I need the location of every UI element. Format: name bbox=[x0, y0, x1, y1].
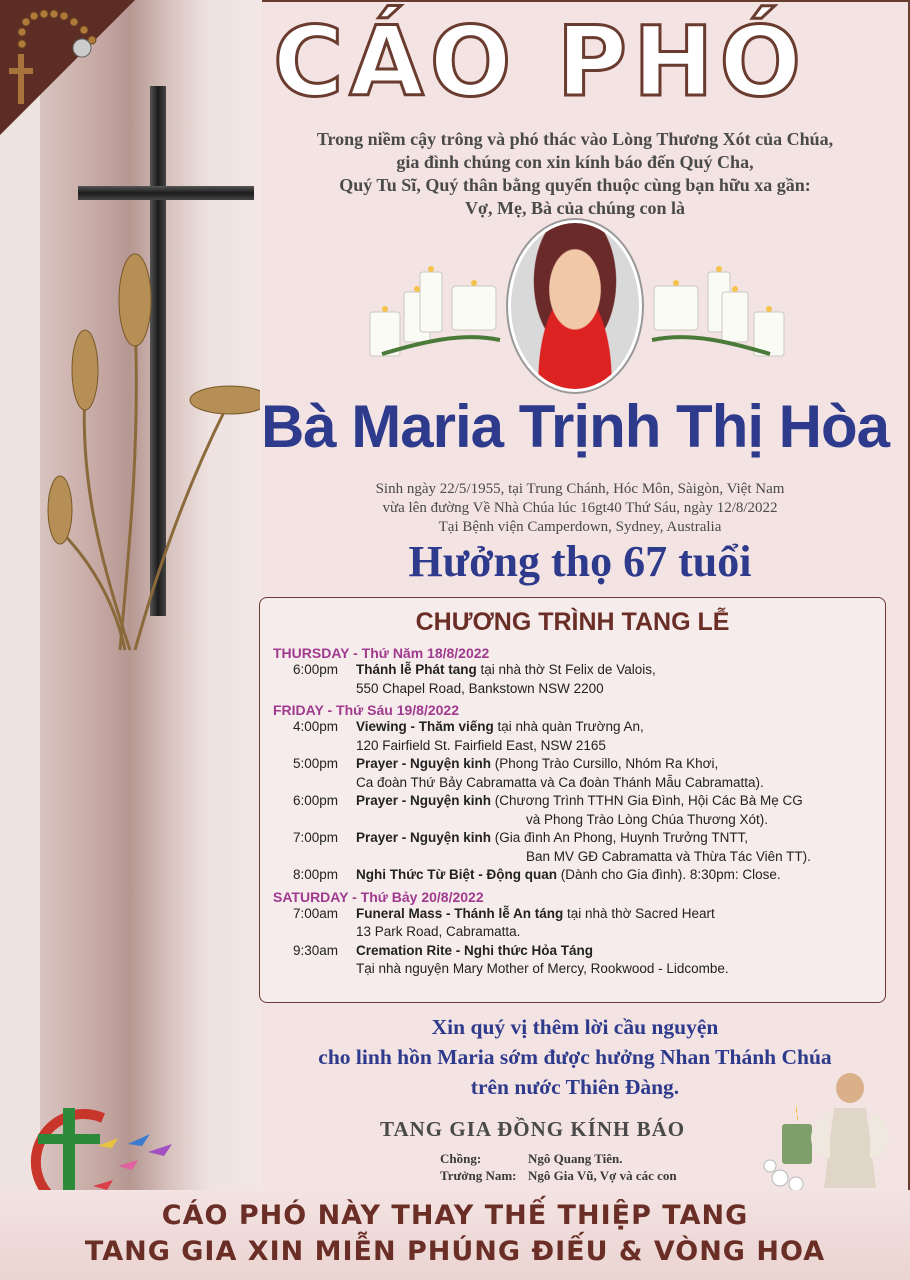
family-role: Trưởng Nam: bbox=[440, 1168, 517, 1183]
intro-line: Trong niềm cậy trông và phó thác vào Lòng Thương Xót của Chúa, bbox=[316, 129, 834, 149]
event-detail: (Phong Trào Cursillo, Nhóm Ra Khơi, bbox=[491, 756, 719, 771]
event-title: Prayer - Nguyện kinh bbox=[356, 756, 492, 771]
portrait-photo bbox=[508, 220, 642, 392]
event-title: Viewing - Thăm viếng bbox=[356, 719, 494, 734]
event-time: 6:00pm bbox=[292, 793, 338, 808]
event-detail: tại nhà quàn Trường An, bbox=[493, 719, 644, 734]
event-detail: (Dành cho Gia đình). 8:30pm: Close. bbox=[557, 867, 781, 882]
prayer-line: Xin quý vị thêm lời cầu nguyện bbox=[431, 1015, 719, 1039]
event-row bbox=[260, 942, 885, 979]
family-announcement: TANG GIA ĐỒNG KÍNH BÁO bbox=[380, 1117, 686, 1141]
event-time: 7:00pm bbox=[292, 830, 338, 845]
event-title: Prayer - Nguyện kinh bbox=[356, 830, 492, 845]
event-detail-2: 550 Chapel Road, Bankstown NSW 2200 bbox=[356, 680, 604, 696]
event-row bbox=[260, 718, 885, 755]
family-role: Chồng: bbox=[440, 1151, 482, 1166]
prayer-line: cho linh hồn Maria sớm được hưởng Nhan Thánh Chúa bbox=[318, 1045, 832, 1069]
intro-line: Quý Tu Sĩ, Quý thân bằng quyến thuộc cùng bạn hữu xa gần: bbox=[339, 175, 811, 195]
event-time: 4:00pm bbox=[292, 719, 338, 734]
family-names: Ngô Gia Vũ, Vợ và các con bbox=[528, 1168, 677, 1183]
candles-icon bbox=[650, 262, 790, 362]
intro-text bbox=[240, 128, 910, 220]
event-row bbox=[260, 661, 885, 698]
family-members bbox=[440, 1150, 677, 1184]
life-details bbox=[250, 480, 910, 537]
event-row bbox=[260, 866, 885, 885]
age-line: Hưởng thọ 67 tuổi bbox=[408, 537, 752, 586]
life-line: Sinh ngày 22/5/1955, tại Trung Chánh, Hóc Môn, Sàigòn, Việt Nam bbox=[375, 481, 785, 497]
event-title: Nghi Thức Từ Biệt - Động quan bbox=[356, 867, 558, 882]
wheat-icon bbox=[40, 240, 260, 660]
deceased-name: Bà Maria Trịnh Thị Hòa bbox=[260, 393, 890, 460]
event-detail: tại nhà thờ St Felix de Valois, bbox=[476, 662, 656, 677]
event-time: 8:00pm bbox=[292, 867, 338, 882]
event-title: Prayer - Nguyện kinh bbox=[356, 793, 492, 808]
event-row bbox=[260, 905, 885, 942]
day-heading: SATURDAY - Thứ Bảy 20/8/2022 bbox=[273, 888, 484, 905]
life-line: Tại Bệnh viện Camperdown, Sydney, Australia bbox=[438, 519, 722, 535]
event-detail-2: và Phong Trào Lòng Chúa Thương Xót). bbox=[526, 811, 769, 827]
funeral-program bbox=[259, 597, 886, 1003]
event-row bbox=[260, 755, 885, 792]
family-member bbox=[440, 1150, 677, 1167]
event-detail-2: Ban MV GĐ Cabramatta và Thừa Tác Viên TT). bbox=[526, 848, 811, 864]
event-row bbox=[260, 792, 885, 829]
event-detail-2: Tại nhà nguyện Mary Mother of Mercy, Rookwood - Lidcombe. bbox=[356, 961, 729, 976]
life-line: vừa lên đường Về Nhà Chúa lúc 16gt40 Thứ Sáu, ngày 12/8/2022 bbox=[382, 500, 778, 516]
family-member bbox=[440, 1167, 677, 1184]
banner-line: CÁO PHÓ NÀY THAY THẾ THIỆP TANG bbox=[161, 1200, 749, 1231]
event-detail: (Chương Trình TTHN Gia Đình, Hội Các Bà Mẹ CG bbox=[491, 793, 803, 808]
candles-icon bbox=[362, 262, 502, 362]
event-time: 9:30am bbox=[292, 942, 338, 958]
family-names: Ngô Quang Tiên. bbox=[528, 1151, 623, 1166]
event-time: 7:00am bbox=[292, 905, 338, 921]
event-detail: (Gia đình An Phong, Huynh Trưởng TNTT, bbox=[491, 830, 749, 845]
intro-line: Vợ, Mẹ, Bà của chúng con là bbox=[465, 198, 685, 218]
banner-line: TANG GIA XIN MIỄN PHÚNG ĐIẾU & VÒNG HOA bbox=[84, 1236, 826, 1267]
event-time: 5:00pm bbox=[292, 756, 338, 771]
rosary-icon bbox=[4, 2, 114, 112]
event-detail-2: 120 Fairfield St. Fairfield East, NSW 2165 bbox=[356, 737, 606, 753]
event-time: 6:00pm bbox=[292, 662, 338, 677]
day-heading: FRIDAY - Thứ Sáu 19/8/2022 bbox=[273, 702, 459, 718]
angel-candle-icon bbox=[760, 1068, 900, 1198]
intro-line: gia đình chúng con xin kính báo đến Quý Cha, bbox=[396, 152, 754, 172]
event-title: Cremation Rite - Nghi thức Hỏa Táng bbox=[356, 942, 594, 958]
program-title: CHƯƠNG TRÌNH TANG LỄ bbox=[415, 608, 730, 636]
cross-horizontal bbox=[78, 186, 254, 200]
day-heading: THURSDAY - Thứ Năm 18/8/2022 bbox=[273, 645, 490, 661]
prayer-line: trên nước Thiên Đàng. bbox=[470, 1075, 680, 1099]
event-detail: tại nhà thờ Sacred Heart bbox=[563, 905, 715, 921]
event-title: Funeral Mass - Thánh lễ An táng bbox=[356, 905, 564, 921]
event-title: Thánh lễ Phát tang bbox=[356, 662, 477, 677]
event-detail-2: Ca đoàn Thứ Bảy Cabramatta và Ca đoàn Thánh Mẫu Cabramatta). bbox=[356, 774, 764, 790]
page-title: CÁO PHÓ bbox=[272, 6, 808, 118]
event-detail-2: 13 Park Road, Cabramatta. bbox=[356, 924, 521, 939]
event-row bbox=[260, 829, 885, 866]
